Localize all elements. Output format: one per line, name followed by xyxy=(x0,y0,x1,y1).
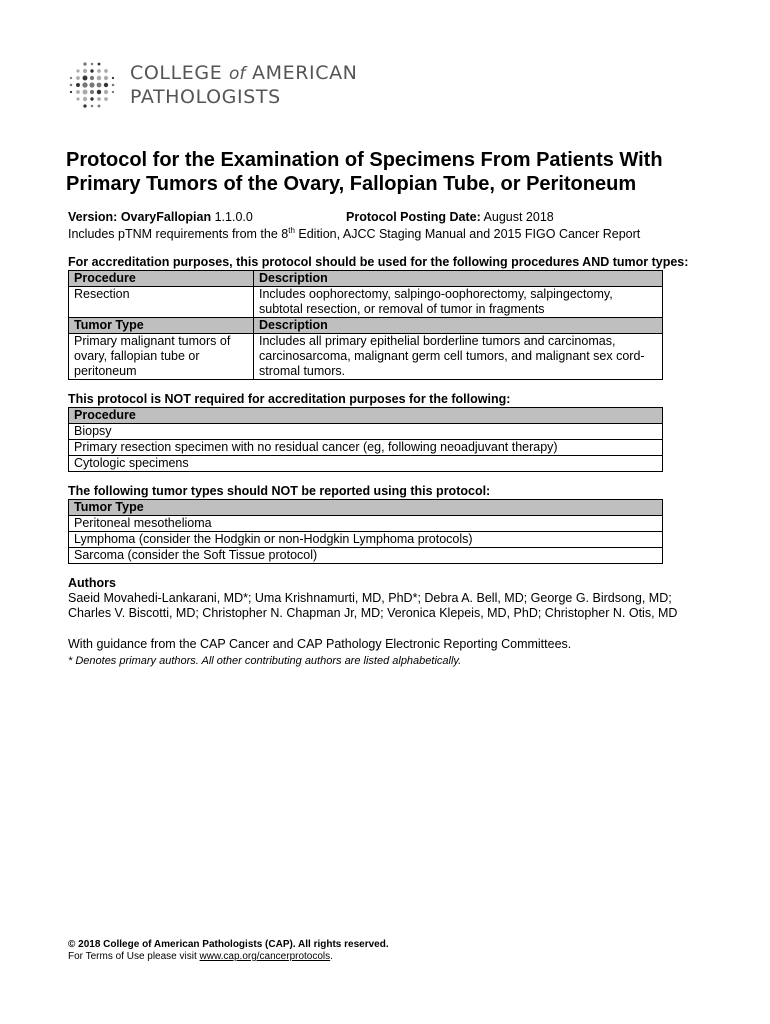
logo-dot xyxy=(76,97,79,100)
posting-value: August 2018 xyxy=(483,210,554,224)
logo-dot xyxy=(83,76,88,81)
not-reported-cell: Sarcoma (consider the Soft Tissue protocol) xyxy=(69,548,663,564)
logo-dot xyxy=(83,97,87,101)
terms-prefix: For Terms of Use please visit xyxy=(68,951,200,962)
primary-authors-note: * Denotes primary authors. All other contributing authors are listed alphabetically. xyxy=(68,655,462,667)
logo-dot xyxy=(76,90,80,94)
logo-dot xyxy=(112,77,114,79)
logo-dot xyxy=(97,69,101,73)
logo-dot xyxy=(70,77,72,79)
table-row xyxy=(69,440,663,456)
table-header-row xyxy=(69,271,663,287)
copyright-notice: © 2018 College of American Pathologists (CAP). All rights reserved. xyxy=(68,939,389,950)
logo-word-pathologists: PATHOLOGISTS xyxy=(130,85,281,108)
table-row xyxy=(69,334,663,380)
version-line xyxy=(68,210,253,225)
logo-dot xyxy=(76,83,80,87)
logo-dot xyxy=(90,90,94,94)
not-reported-cell: Lymphoma (consider the Hodgkin or non-Hodgkin Lymphoma protocols) xyxy=(69,532,663,548)
not-required-cell: Biopsy xyxy=(69,424,663,440)
procedure-header: Procedure xyxy=(69,271,254,287)
table-row xyxy=(69,516,663,532)
cap-logo xyxy=(66,60,357,110)
logo-dot xyxy=(83,69,87,73)
logo-dot xyxy=(82,82,87,87)
logo-dot xyxy=(104,76,108,80)
guidance-text: With guidance from the CAP Cancer and CAP Pathology Electronic Reporting Committees. xyxy=(68,637,572,651)
tumor-desc-header: Description xyxy=(254,318,663,334)
ptnm-before: Includes pTNM requirements from the 8 xyxy=(68,227,289,242)
version-number: 1.1.0.0 xyxy=(214,210,253,224)
logo-dot xyxy=(112,91,114,93)
table-row xyxy=(69,287,663,318)
logo-dot xyxy=(97,97,101,101)
terms-of-use xyxy=(68,951,333,962)
table-row xyxy=(69,424,663,440)
table-header-row xyxy=(69,318,663,334)
logo-dot xyxy=(90,69,93,72)
logo-dot xyxy=(76,76,80,80)
ptnm-after: Edition, AJCC Staging Manual and 2015 FIGO Cancer Report xyxy=(294,227,641,242)
not-reported-heading: The following tumor types should NOT be reported using this protocol: xyxy=(68,484,491,498)
logo-dot xyxy=(90,97,93,100)
tumor-cell: Primary malignant tumors of ovary, fallopian tube or peritoneum xyxy=(69,334,254,380)
not-reported-header: Tumor Type xyxy=(69,500,663,516)
logo-word-college: COLLEGE xyxy=(130,61,223,84)
not-required-cell: Cytologic specimens xyxy=(69,456,663,472)
tumor-type-header: Tumor Type xyxy=(69,318,254,334)
not-reported-cell: Peritoneal mesothelioma xyxy=(69,516,663,532)
logo-dot xyxy=(83,62,86,65)
logo-dot xyxy=(98,63,101,66)
table-row xyxy=(69,456,663,472)
ptnm-sup: th xyxy=(288,226,295,235)
logo-dot xyxy=(104,83,108,87)
not-reported-table xyxy=(68,499,663,564)
posting-label: Protocol Posting Date: xyxy=(346,210,481,224)
logo-dot xyxy=(91,105,94,108)
not-required-cell: Primary resection specimen with no residual cancer (eg, following neoadjuvant therapy) xyxy=(69,440,663,456)
table-header-row xyxy=(69,500,663,516)
logo-dot xyxy=(70,84,73,87)
procedure-cell: Resection xyxy=(69,287,254,318)
logo-dot xyxy=(104,69,108,73)
table-header-row xyxy=(69,408,663,424)
ptnm-line xyxy=(68,226,640,241)
not-required-heading: This protocol is NOT required for accreditation purposes for the following: xyxy=(68,392,511,406)
terms-link[interactable]: www.cap.org/cancerprotocols xyxy=(199,951,331,962)
logo-wordmark xyxy=(130,62,357,109)
authors-heading: Authors xyxy=(68,576,116,590)
description-header: Description xyxy=(254,271,663,287)
authors-list: Saeid Movahedi-Lankarani, MD*; Uma Krishnamurti, MD, PhD*; Debra A. Bell, MD; George G. Birdsong, MD; Charles V. Biscotti, MD; Christopher N. Chapman Jr, MD; Veronica Klepeis, MD, PhD; Christopher N. Otis, MD xyxy=(68,591,678,620)
table-row xyxy=(69,532,663,548)
logo-dot xyxy=(104,90,108,94)
accreditation-table xyxy=(68,270,663,380)
table-row xyxy=(69,548,663,564)
logo-dot xyxy=(98,105,101,108)
logo-dot xyxy=(83,90,88,95)
logo-dot xyxy=(89,82,94,87)
version-label: Version: xyxy=(68,210,118,224)
logo-dot xyxy=(70,91,72,93)
logo-dot xyxy=(97,90,101,94)
document-title: Protocol for the Examination of Specimens From Patients With Primary Tumors of the Ovary, Fallopian Tube, or Peritoneum xyxy=(66,149,663,195)
logo-dot xyxy=(112,84,115,87)
posting-date xyxy=(346,210,554,224)
version-name: OvaryFallopian xyxy=(120,210,212,224)
not-required-header: Procedure xyxy=(69,408,663,424)
logo-dot xyxy=(83,104,86,107)
logo-dot xyxy=(90,76,94,80)
logo-dot xyxy=(97,76,101,80)
cap-dot-grid-icon xyxy=(66,60,118,110)
tumor-desc-cell: Includes all primary epithelial borderline tumors and carcinomas, carcinosarcoma, malignant germ cell tumors, and malignant sex cord-stromal tumors. xyxy=(254,334,663,380)
logo-dot xyxy=(91,63,94,66)
logo-dot xyxy=(97,83,102,88)
accreditation-heading: For accreditation purposes, this protocol should be used for the following procedures AND tumor types: xyxy=(68,255,689,269)
not-required-table xyxy=(68,407,663,472)
logo-word-american: AMERICAN xyxy=(252,61,358,84)
logo-word-of: of xyxy=(228,63,246,84)
logo-dot xyxy=(76,69,79,72)
logo-dot xyxy=(104,97,108,101)
terms-suffix: . xyxy=(330,951,333,962)
procedure-desc-cell: Includes oophorectomy, salpingo-oophorectomy, salpingectomy, subtotal resection, or removal of tumor in fragments xyxy=(254,287,663,318)
